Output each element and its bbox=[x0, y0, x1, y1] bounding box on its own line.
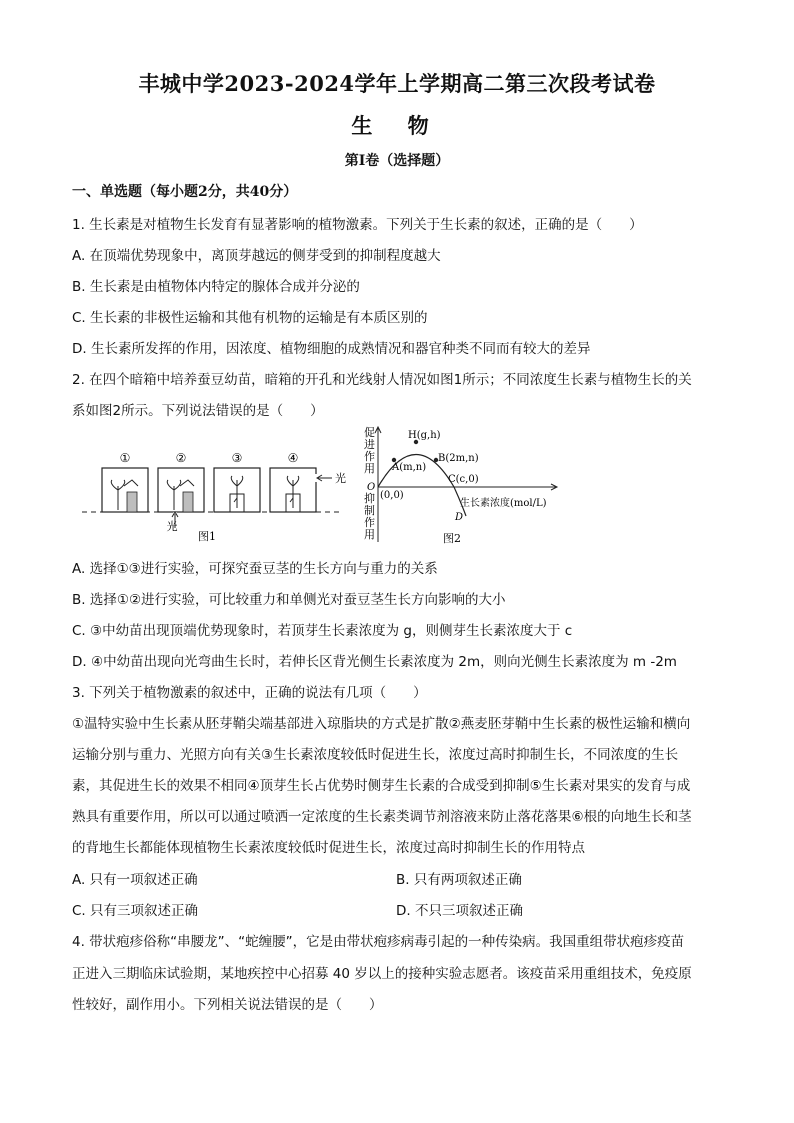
q3-option-c: C. 只有三项叙述正确 bbox=[72, 903, 199, 919]
section-heading: 一、单选题（每小题2分，共40分） bbox=[72, 184, 298, 200]
box-1 bbox=[102, 468, 148, 512]
q3-statement-line3: 素，其促进生长的效果不相同④顶芽生长占优势时侧芽生长素的合成受到抑制⑤生长素对果实的发育与成 bbox=[72, 778, 691, 794]
y-label-inhibit-2: 制 bbox=[364, 504, 375, 517]
q2-option-c: C. ③中幼苗出现顶端优势现象时，若顶芽生长素浓度为 g，则侧芽生长素浓度大于 c bbox=[72, 623, 573, 639]
y-label-promote-3: 作 bbox=[364, 450, 375, 463]
point-b-label: B(2m,n) bbox=[438, 453, 479, 464]
q3-option-d: D. 不只三项叙述正确 bbox=[396, 903, 523, 919]
q3-option-a: A. 只有一项叙述正确 bbox=[72, 872, 198, 888]
figure-1 bbox=[80, 450, 350, 546]
subject-title: 生 物 bbox=[351, 113, 443, 138]
x-axis-label: 生长素浓度(mol/L) bbox=[460, 498, 547, 509]
box-1-label: ① bbox=[119, 451, 131, 465]
q2-stem-line2: 系如图2所示。下列说法错误的是（ ） bbox=[72, 403, 324, 419]
light-side-label: 光 bbox=[335, 472, 346, 485]
q1-stem: 1. 生长素是对植物生长发育有显著影响的植物激素。下列关于生长素的叙述，正确的是（ ） bbox=[72, 217, 643, 233]
part-heading: 第Ⅰ卷（选择题） bbox=[344, 153, 450, 169]
q1-option-d: D. 生长素所发挥的作用，因浓度、植物细胞的成熟情况和器官种类不同而有较大的差异 bbox=[72, 341, 591, 357]
q4-stem-line1: 4. 带状疱疹俗称“串腰龙”、“蛇缠腰”，它是由带状疱疹病毒引起的一种传染病。我国重组带状疱疹疫苗 bbox=[72, 934, 685, 950]
q3-statement-line1: ①温特实验中生长素从胚芽鞘尖端基部进入琼脂块的方式是扩散②燕麦胚芽鞘中生长素的极性运输和横向 bbox=[72, 716, 691, 732]
figure-2 bbox=[356, 424, 586, 546]
y-label-promote-1: 促 bbox=[364, 426, 375, 439]
q3-statement-line4: 熟具有重要作用，所以可以通过喷洒一定浓度的生长素类调节剂溶液来防止落花落果⑥根的向地生长和茎 bbox=[72, 809, 692, 825]
q2-stem-line1: 2. 在四个暗箱中培养蚕豆幼苗，暗箱的开孔和光线射人情况如图1所示；不同浓度生长素与植物生长的关 bbox=[72, 372, 692, 388]
q1-option-c: C. 生长素的非极性运输和其他有机物的运输是有本质区别的 bbox=[72, 310, 428, 326]
q2-option-b: B. 选择①②进行实验，可比较重力和单侧光对蚕豆茎生长方向影响的大小 bbox=[72, 592, 506, 608]
y-label-inhibit-3: 作 bbox=[364, 516, 375, 529]
q4-stem-line3: 性较好，副作用小。下列相关说法错误的是（ ） bbox=[72, 997, 383, 1013]
box-3 bbox=[214, 468, 260, 512]
y-label-promote-4: 用 bbox=[364, 462, 375, 475]
figure-2-caption: 图2 bbox=[443, 532, 461, 545]
y-label-promote-2: 进 bbox=[364, 438, 375, 451]
box-4 bbox=[270, 468, 332, 512]
exam-title: 丰城中学2023-2024学年上学期高二第三次段考试卷 bbox=[138, 71, 656, 96]
q2-option-d: D. ④中幼苗出现向光弯曲生长时，若伸长区背光侧生长素浓度为 2m，则向光侧生长素浓度为 m -2m bbox=[72, 654, 677, 670]
q3-statement-line5: 的背地生长都能体现植物生长素浓度较低时促进生长，浓度过高时抑制生长的作用特点 bbox=[72, 840, 585, 856]
q1-option-b: B. 生长素是由植物体内特定的腺体合成并分泌的 bbox=[72, 279, 360, 295]
box-2 bbox=[158, 468, 204, 532]
q2-option-a: A. 选择①③进行实验，可探究蚕豆茎的生长方向与重力的关系 bbox=[72, 561, 438, 577]
origin-coord-label: (0,0) bbox=[380, 490, 404, 501]
q3-option-b: B. 只有两项叙述正确 bbox=[396, 872, 522, 888]
origin-label: O bbox=[367, 482, 376, 493]
q1-option-a: A. 在顶端优势现象中，离顶芽越远的侧芽受到的抑制程度越大 bbox=[72, 248, 441, 264]
point-h-label: H(g,h) bbox=[408, 430, 441, 441]
point-d-label: D bbox=[455, 512, 464, 523]
light-bottom-label: 光 bbox=[166, 520, 178, 533]
box-4-label: ④ bbox=[287, 451, 299, 465]
q3-stem: 3. 下列关于植物激素的叙述中，正确的说法有几项（ ） bbox=[72, 685, 427, 701]
q4-stem-line2: 正进入三期临床试验期，某地疾控中心招募 40 岁以上的接种实验志愿者。该疫苗采用重组技术，免疫原 bbox=[72, 966, 692, 982]
y-label-inhibit-4: 用 bbox=[364, 528, 375, 541]
y-label-inhibit-1: 抑 bbox=[364, 492, 375, 505]
point-c-label: C(c,0) bbox=[448, 474, 479, 485]
figure-1-caption: 图1 bbox=[198, 530, 216, 543]
q3-statement-line2: 运输分别与重力、光照方向有关③生长素浓度较低时促进生长，浓度过高时抑制生长，不同浓度的生长 bbox=[72, 747, 679, 763]
box-3-label: ③ bbox=[231, 451, 243, 465]
box-2-label: ② bbox=[175, 451, 187, 465]
point-a-label: A(m,n) bbox=[392, 462, 427, 473]
